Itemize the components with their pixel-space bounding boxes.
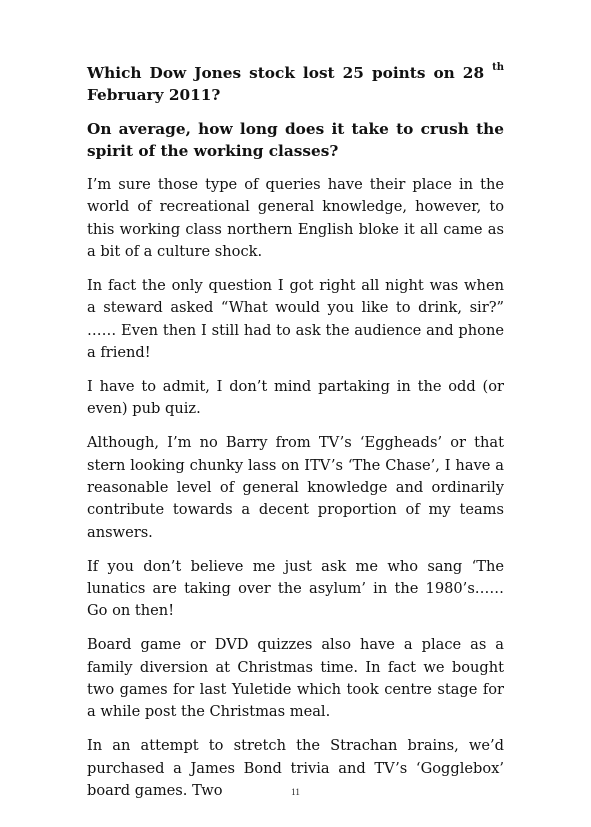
page-number: 11 (291, 787, 300, 797)
paragraph-5: If you don’t believe me just ask me who sang ‘The lunatics are taking over the asylum’ in the 1980’s…… Go on then! (87, 557, 504, 620)
paragraph-2: In fact the only question I got right all night was when a steward asked “What would you like to drink, sir?” …… Even then I still had to ask the audience and phone a friend! (87, 276, 504, 361)
paragraph-1: I’m sure those type of queries have their place in the world of recreational general knowledge, however, to this working class northern English bloke it all came as a bit of a culture shock. (87, 176, 504, 260)
quiz-question-1 (87, 62, 504, 106)
paragraph-6: Board game or DVD quizzes also have a place as a family diversion at Christmas time. In fact we bought two games for last Yuletide which took centre stage for a while post the Christmas meal. (87, 636, 504, 721)
question-1-text-start: Which Dow Jones stock lost 25 points on 28 (87, 64, 493, 82)
question-1-text-end: February 2011? (87, 86, 221, 104)
quiz-question-2: On average, how long does it take to crush the spirit of the working classes? (87, 120, 504, 160)
paragraph-3: I have to admit, I don’t mind partaking in the odd (or even) pub quiz. (87, 377, 504, 418)
page-body (87, 62, 504, 814)
ordinal-suffix: th (492, 61, 504, 73)
paragraph-4: Although, I’m no Barry from TV’s ‘Eggheads’ or that stern looking chunky lass on ITV’s ‘The Chase’, I have a reasonable level of general knowledge and ordinarily contribute towards a decent proportion of my teams answers. (87, 434, 504, 541)
paragraph-7: In an attempt to stretch the Strachan brains, we’d purchased a James Bond trivia and TV’s ‘Gogglebox’ board games. Two (87, 737, 504, 799)
